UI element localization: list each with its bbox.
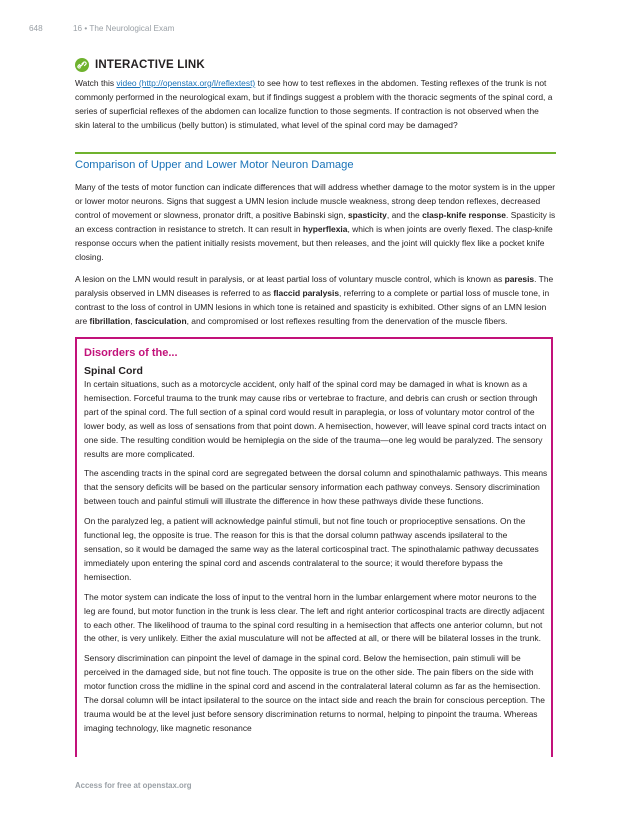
text-run: Many of the tests of motor function can indicate differences that will address whether damage to the motor system is in the upper or lower motor neurons. Signs that suggest a UMN lesion include muscle weakness, strong deep tendon reflexes, decreased control of movement or slowness, pronator drift, a positive Babinski sign,: [75, 182, 556, 221]
feature-paragraph: The ascending tracts in the spinal cord are segregated between the dorsal column and spinothalamic pathways. This means that the sensory deficits will be based on the particular sensory information each pathway conveys. Sensory discrimination between touch and painful stimuli will illustrate the difference in how these pathways divide these functions.: [84, 468, 548, 507]
interactive-link-heading: [75, 58, 556, 72]
feature-paragraph: On the paralyzed leg, a patient will acknowledge painful stimuli, but not fine touch or proprioceptive sensations. On the functional leg, the opposite is true. The reason for this is that the dorsal column pathway ascends ipsilateral to the sensation, so it would be damaged the same way as the lateral corticospinal tract. The spinothalamic pathway decussates immediately upon entering the spinal cord and ascends contralateral to the source; it would therefore bypass the hemisection.: [84, 516, 539, 582]
text-run: ,: [130, 315, 136, 326]
text-run: . Spasticity is an excess contraction in resistance to stretch. It can result in: [75, 210, 556, 235]
page-header: [29, 24, 175, 33]
text-run: , and the: [386, 210, 423, 221]
interactive-link-box: [75, 58, 556, 132]
key-term: clasp-knife response: [422, 210, 507, 221]
text-run: . The paralysis observed in LMN diseases is referred to as: [75, 273, 554, 298]
interactive-link-text: [75, 76, 556, 132]
text-run: , referring to a complete or partial loss of muscle tone, in contrast to the loss of control in UMN lesions in which tone is retained and spasticity is exhibited. Other signs of an LMN lesion are: [75, 287, 550, 326]
video-link[interactable]: video (http://openstax.org/l/reflextest): [116, 78, 256, 88]
disorders-feature-box: [75, 337, 553, 757]
text-run: A lesion on the LMN would result in paralysis, or at least partial loss of voluntary muscle control, which is known as: [75, 273, 505, 284]
chapter-title: 16 • The Neurological Exam: [73, 24, 175, 33]
feature-paragraph: Sensory discrimination can pinpoint the level of damage in the spinal cord. Below the hemisection, pain stimuli will be perceived in the damaged side, but not fine touch. The opposite is true on the other side. The pain fibers on the side with motor function cross the midline in the spinal cord and ascend in the contralateral lateral column as far as the hemisection. The dorsal column will be intact ipsilateral to the source on the intact side and reach the brain for conscious perception. The trauma would be at the level just before sensory discrimination returns to normal, helping to pinpoint the trauma. Whereas imaging technology, like magnetic resonance: [84, 653, 545, 733]
key-term: fibrillation: [89, 315, 131, 326]
feature-paragraph: The motor system can indicate the loss of input to the ventral horn in the lumbar enlargement where motor neurons to the leg are found, but motor function in the trunk is less clear. The left and right anterior corticospinal tracts are directly adjacent to each other. The likelihood of trauma to the spinal cord resulting in a hemisection that affects one anterior column, but not the other, is very unlikely. Either the axial musculature will not be affected at all, or there will be bilateral losses in the trunk.: [84, 591, 545, 644]
feature-subtitle: Spinal Cord: [84, 365, 143, 377]
text-run: , and compromised or lost reflexes resulting from the denervation of the muscle fibers.: [186, 315, 508, 326]
feature-title: Disorders of the...: [84, 347, 178, 359]
page-number: 648: [29, 24, 43, 33]
link-text-after: to see how to test reflexes in the abdomen. Testing reflexes of the trunk is not commonly performed in the neurological exam, but if findings suggest a problem with the thoracic segments of the spinal cord, a series of superficial reflexes of the abdomen can localize function to those segments. If contraction is not observed when the skin lateral to the umbilicus (belly button) is stimulated, what level of the spinal cord may be damaged?: [75, 78, 553, 131]
section-title: Comparison of Upper and Lower Motor Neuron Damage: [75, 159, 354, 171]
feature-paragraph: In certain situations, such as a motorcycle accident, only half of the spinal cord may be damaged in what is known as a hemisection. Forceful trauma to the trunk may cause ribs or vertebrae to fracture, and debris can crush or section through part of the spinal cord. The full section of a spinal cord would result in paraplegia, or loss of voluntary motor control of the lower body, as well as loss of sensations from that point down. A hemisection, however, will leave spinal cord tracts intact on one side. The resulting condition would be hemiplegia on the side of the trauma—one leg would be paralyzed. The sensory results are more complicated.: [84, 379, 547, 459]
link-icon: [75, 58, 89, 72]
key-term: flaccid paralysis: [273, 287, 340, 298]
interactive-link-title: INTERACTIVE LINK: [95, 59, 205, 71]
paragraph: [75, 272, 556, 328]
text-run: , which is when joints are overly flexed. The clasp-knife response occurs when the patient initially resists movement, but then releases, and the joint will quickly flex like a pocket knife closing.: [75, 224, 553, 263]
link-text-before: Watch this: [75, 78, 117, 88]
key-term: hyperflexia: [302, 224, 348, 235]
key-term: paresis: [504, 273, 535, 284]
paragraph: [75, 180, 556, 265]
key-term: spasticity: [347, 210, 387, 221]
key-term: fasciculation: [135, 315, 187, 326]
divider: [75, 152, 556, 154]
section-body: [75, 180, 556, 328]
page-footer: Access for free at openstax.org: [75, 781, 192, 790]
